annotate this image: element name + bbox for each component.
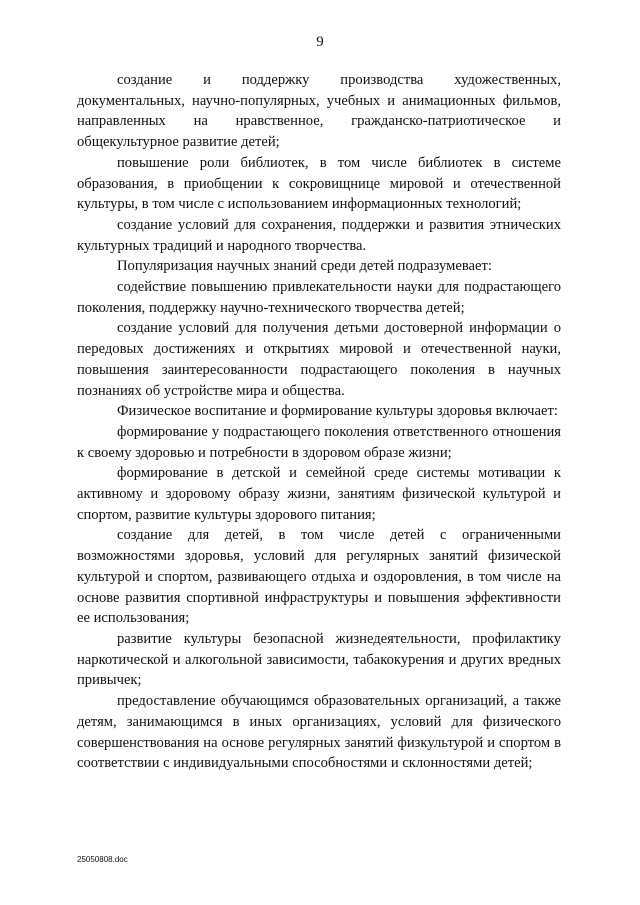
paragraph-ethnic-traditions: создание условий для сохранения, поддержки и развития этнических культурных традиций и народного творчества. bbox=[77, 216, 561, 254]
paragraph-science-information: создание условий для получения детьми достоверной информации о передовых достижениях и открытиях мировой и отечественной науки, повышения заинтересованности подрастающего поколения в научных познаниях об устройстве мира и общества. bbox=[77, 320, 561, 399]
paragraph-libraries: повышение роли библиотек, в том числе библиотек в системе образования, в приобщении к сокровищнице мировой и отечественной культуры, в том числе с использованием информационных технологий; bbox=[77, 154, 561, 213]
paragraph-physical-education-heading: Физическое воспитание и формирование культуры здоровья включает: bbox=[117, 403, 558, 420]
paragraph-physical-improvement: предоставление обучающимся образовательных организаций, а также детям, занимающимся в иных организациях, условий для физического совершенствования на основе регулярных занятий физкультурой и спортом в соответствии с индивидуальными способностями и склонностями детей; bbox=[77, 693, 561, 772]
paragraph-sports-conditions: создание для детей, в том числе детей с ограниченными возможностями здоровья, условий для регулярных занятий физической культурой и спортом, развивающего отдыха и оздоровления, в том числе на основе развития спортивной инфраструктуры и повышения эффективности ее использования; bbox=[77, 527, 561, 627]
paragraph-science-heading: Популяризация научных знаний среди детей подразумевает: bbox=[117, 258, 492, 275]
paragraph-science-attractiveness: содействие повышению привлекательности науки для подрастающего поколения, поддержку научно-технического творчества детей; bbox=[77, 279, 561, 316]
page-number: 9 bbox=[316, 34, 324, 50]
document-body bbox=[77, 70, 561, 774]
paragraph-film-production: создание и поддержку производства художественных, документальных, научно-популярных, учебных и анимационных фильмов, направленных на нравственное, гражданско-патриотическое и общекультурное развитие детей; bbox=[77, 72, 561, 151]
paragraph-safety-culture: развитие культуры безопасной жизнедеятельности, профилактику наркотической и алкогольной зависимости, табакокурения и других вредных привычек; bbox=[77, 630, 561, 689]
document-filename: 25050808.doc bbox=[77, 855, 128, 864]
paragraph-health-attitude: формирование у подрастающего поколения ответственного отношения к своему здоровью и потребности в здоровом образе жизни; bbox=[77, 423, 561, 461]
paragraph-motivation-system: формирование в детской и семейной среде системы мотивации к активному и здоровому образу жизни, занятиям физической культурой и спортом, развитие культуры здорового питания; bbox=[77, 465, 561, 523]
